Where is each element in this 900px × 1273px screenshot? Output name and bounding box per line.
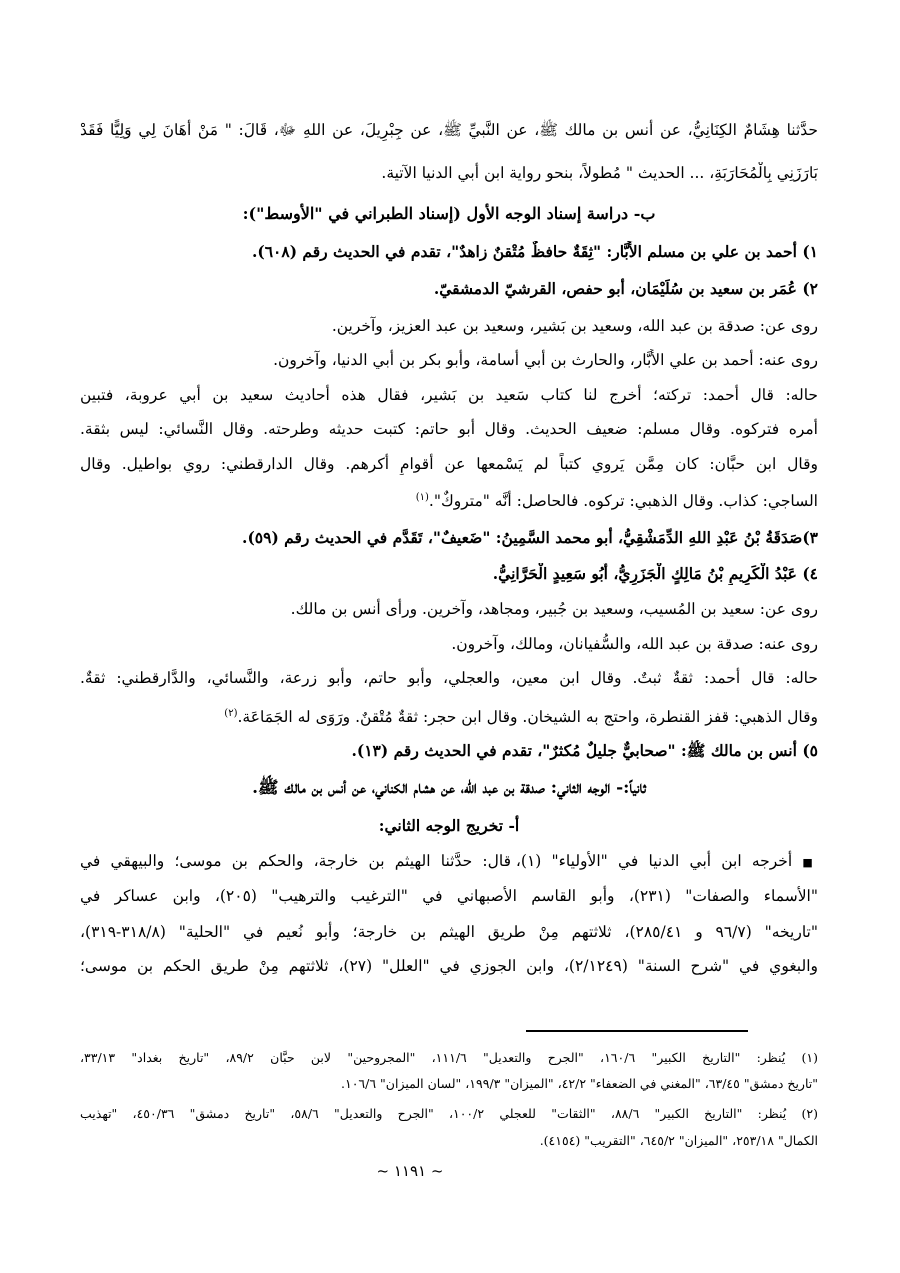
section-heading-first-aspect-study: ب- دراسة إسناد الوجه الأول (إسناد الطبراني في "الأوسط"): <box>242 204 656 223</box>
footnote-separator <box>526 1030 748 1032</box>
bullet-icon: ■ <box>802 856 818 869</box>
footnote-1-line-1: (١) يُنظر: "التاريخ الكبير" ١٦٠/٦، "الجرح والتعديل" ١١١/٦، "المجروحين" لابن حبَّان ٨٩/٢، "تاريخ بغداد" ٣٣/١٣، <box>80 1050 818 1065</box>
narrator-2-narrated-from: روى عن: صدقة بن عبد الله، وسعيد بن بَشير، وسعيد بن عبد العزيز، وآخرين. <box>331 317 818 335</box>
narrator-2-narrated-by: روى عنه: أحمد بن علي الأَبَّار، والحارث بن أبي أسامة، وأبو بكر بن أبي الدنيا، وآخرون. <box>273 351 818 369</box>
text-line-hadith-isnad: حدَّثنا هِشَامٌ الكِنَانِيُّ، عن أنس بن مالك ﷺ، عن النَّبيِّ ﷺ، عن جِبْرِيلَ، عن اللهِ ﷻ، قَالَ: " مَنْ أَهَانَ لِي وَلِيًّا فَقَدْ <box>80 121 818 139</box>
footnote-1-line-2: "تاريخ دمشق" ٦٣/٤٥، "المغني في الضعفاء" ٤٢/٢، "الميزان" ١٩٩/٣، "لسان الميزان" ١٠٦/٦. <box>341 1076 818 1091</box>
takhrij-line-3: "تاريخه" (٩٦/٧ و ٢٨٥/٤١)، ثلاثتهم مِنْ طريق الهيثم بن خارجة؛ وأبو نُعيم في "الحلية" (٣١٨/٨-٣١٩)، <box>80 923 818 941</box>
narrator-2-heading: ٢) عُمَر بن سعيد بن سُلَيْمَان، أبو حفص، القرشيّ الدمشقيّ. <box>433 279 818 298</box>
footnote-ref-1: (١) <box>415 492 429 503</box>
page-number: ~ ١١٩١ ~ <box>376 1162 444 1180</box>
narrator-4-heading: ٤) عَبْدُ الْكَرِيمِ بْنُ مَالِكٍ الْجَزَرِيُّ، أَبُو سَعِيدٍ الْحَرَّانِيُّ. <box>492 564 818 583</box>
narrator-5-line: ٥) أنس بن مالك ﷺ: "صحابيٌّ جليلٌ مُكثرٌ"، تقدم في الحديث رقم (١٣). <box>351 741 818 760</box>
narrator-4-narrated-by: روى عنه: صدقة بن عبد الله، والسُّفيانان، ومالك، وآخرون. <box>451 635 818 653</box>
takhrij-line-2: "الأسماء والصفات" (٢٣١)، وأبو القاسم الأصبهاني في "الترغيب والترهيب" (٢٠٥)، وابن عساكر في <box>80 887 818 905</box>
narrator-2-status-line-3: وقال ابن حبَّان: كان مِمَّن يَروي كتباً لم يَسْمعها عن أقوامٍ أكرهم. وقال الدارقطني: روي بواطيل. وقال <box>80 455 818 473</box>
narrator-2-status-line-1: حاله: قال أحمد: تركته؛ أخرج لنا كتاب سَعيد بن بَشير، فقال هذه أحاديث سعيد بن أبي عروبة، فتبين <box>80 386 818 404</box>
section-subheading-takhrij: أ- تخريج الوجه الثاني: <box>378 816 520 835</box>
narrator-4-status-line-1: حاله: قال أحمد: ثقةٌ ثبتٌ. وقال ابن معين، والعجلي، وأبو حاتم، وأبو زرعة، والنَّسائي، والدَّارقطني: ثقةٌ. <box>80 669 818 687</box>
narrator-1-line: ١) أحمد بن علي بن مسلم الأَبَّار: "ثِقَةٌ حافظٌ مُتْقنٌ زاهدٌ"، تقدم في الحديث رقم (٦٠٨). <box>251 242 818 261</box>
footnote-2-line-2: الكمال" ٢٥٣/١٨، "الميزان" ٦٤٥/٢، "التقريب" (٤١٥٤). <box>539 1133 818 1148</box>
narrator-2-status-line-2: أمره فتركوه. وقال مسلم: ضعيف الحديث. وقال أبو حاتم: كتبت حديثه وطرحته. وقال النَّسائي: ليس بثقة. <box>80 420 818 438</box>
footnote-ref-2: (٢) <box>224 708 238 719</box>
text-line-hadith-continuation: بَارَزَنِي بِالْمُحَارَبَةِ، ... الحديث " مُطولاً، بنحو رواية ابن أبي الدنيا الآتية. <box>381 164 818 182</box>
takhrij-line-1-text: أخرجه ابن أبي الدنيا في "الأولياء" (١)، قال: حدَّثنا الهيثم بن خارجة، والحكم بن موسى؛ والبيهقي في <box>80 852 793 870</box>
takhrij-line-4: والبغوي في "شرح السنة" (٢/١٢٤٩)، وابن الجوزي في "العلل" (٢٧)، ثلاثتهم مِنْ طريق الحكم بن موسى؛ <box>80 957 818 975</box>
narrator-3-line: ٣)صَدَقَةُ بْنُ عَبْدِ اللهِ الدِّمَشْقِيُّ، أبو محمد السَّمِينُ: "ضَعيفٌ"، تَقَدَّم في الحديث رقم (٥٩). <box>242 528 818 547</box>
narrator-2-status-text: الساجي: كذاب. وقال الذهبي: تركوه. فالحاصل: أنَّه "متروكٌ". <box>428 492 818 511</box>
section-heading-second-aspect: ثانياً:- الوجه الثاني: صدقة بن عبد الله، عن هشام الكناني، عن أنس بن مالك ﷺ. <box>252 778 646 798</box>
narrator-4-narrated-from: روى عن: سعيد بن المُسيب، وسعيد بن جُبير، ومجاهد، وآخرين. ورأى أنس بن مالك. <box>290 600 818 618</box>
footnote-2-line-1: (٢) يُنظر: "التاريخ الكبير" ٨٨/٦، "الثقات" للعجلي ١٠٠/٢، "الجرح والتعديل" ٥٨/٦، "تاريخ دمشق" ٤٥٠/٣٦، "تهذيب <box>80 1106 818 1121</box>
takhrij-line-1 <box>80 850 818 874</box>
narrator-4-status-line-2 <box>80 703 818 728</box>
narrator-4-status-text: وقال الذهبي: قفز القنطرة، واحتج به الشيخان. وقال ابن حجر: ثقةٌ مُتْقنٌ. ورَوَى له الجَمَاعَة. <box>237 708 818 727</box>
narrator-2-status-line-4 <box>80 487 818 512</box>
